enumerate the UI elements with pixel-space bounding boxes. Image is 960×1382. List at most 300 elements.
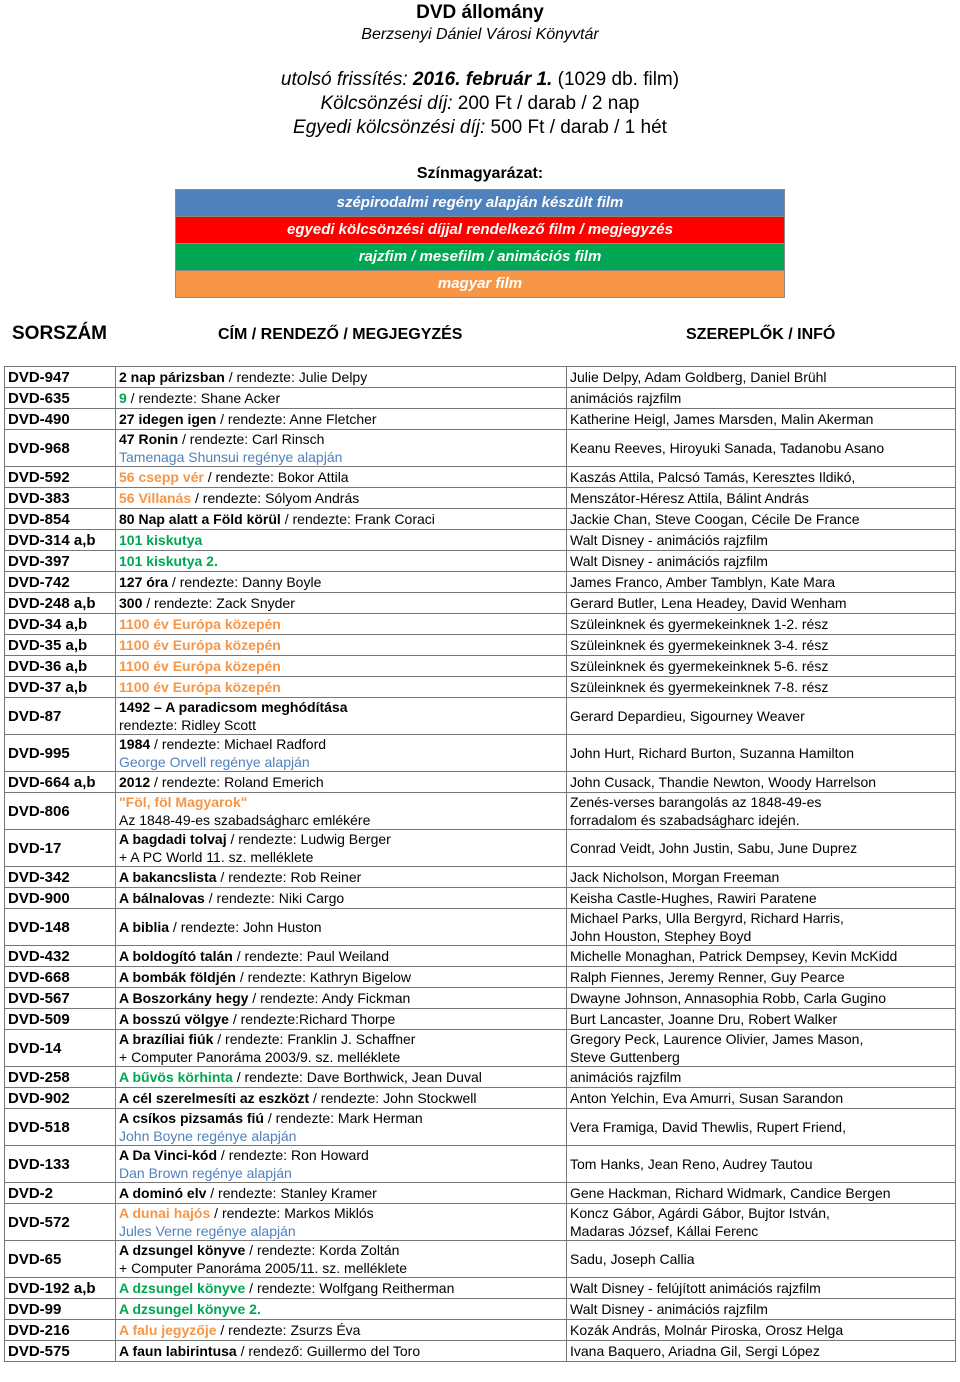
info-cell [567,572,956,593]
dvd-id: DVD-432 [5,946,116,967]
title-cell [116,430,567,467]
film-title: A dzsungel könyve 2. [119,1301,261,1317]
rental-fee-value: 200 Ft / darab / 2 nap [457,93,640,114]
title-cell [116,367,567,388]
film-title: 9 [119,390,127,406]
dvd-id: DVD-65 [5,1241,116,1278]
table-row [5,572,956,593]
film-title: A Da Vinci-kód [119,1147,218,1163]
dvd-id: DVD-635 [5,388,116,409]
title-cell [116,1299,567,1320]
title-line [119,531,563,549]
title-note: Az 1848-49-es szabadságharc emlékére [119,812,371,828]
table-row [5,614,956,635]
table-row [5,367,956,388]
title-line [119,1184,563,1202]
dvd-id: DVD-742 [5,572,116,593]
film-title: 80 Nap alatt a Föld körül [119,511,281,527]
title-line [119,678,563,696]
cast-info: Szüleinknek és gyermekeinknek 5-6. rész [570,658,829,674]
table-row [5,830,956,867]
title-line [119,830,563,848]
table-row [5,698,956,735]
table-row [5,909,956,946]
title-line [119,1204,563,1222]
info-cell [567,1341,956,1362]
info-cell [567,614,956,635]
info-cell [567,1088,956,1109]
film-title: A dunai hajós [119,1205,211,1221]
cast-info: Burt Lancaster, Joanne Dru, Robert Walker [570,1011,838,1027]
table-row [5,1241,956,1278]
film-title: A brazíliai fiúk [119,1031,214,1047]
film-title: A falu jegyzője [119,1322,217,1338]
cast-info-2: forradalom és szabadságharc idején. [570,812,800,828]
dvd-id: DVD-36 a,b [5,656,116,677]
info-cell [567,793,956,830]
info-cell [567,888,956,909]
title-line [119,1030,563,1048]
title-note: Jules Verne regénye alapján [119,1223,296,1239]
title-cell [116,888,567,909]
dvd-id: DVD-314 a,b [5,530,116,551]
table-row [5,1320,956,1341]
title-cell [116,551,567,572]
table-row [5,1146,956,1183]
title-line [119,594,563,612]
title-line [119,773,563,791]
info-cell [567,1109,956,1146]
dvd-id: DVD-383 [5,488,116,509]
title-line [119,636,563,654]
dvd-id: DVD-397 [5,551,116,572]
director: / rendezte: Anne Fletcher [216,411,377,427]
dvd-id: DVD-133 [5,1146,116,1183]
page-title: DVD állomány [416,2,544,23]
table-row [5,1278,956,1299]
title-cell [116,793,567,830]
title-line [119,698,563,716]
title-line [119,1241,563,1259]
table-row [5,772,956,793]
dvd-id: DVD-995 [5,735,116,772]
special-fee-value: 500 Ft / darab / 1 hét [490,117,667,138]
dvd-id: DVD-968 [5,430,116,467]
last-update-line [0,68,960,92]
title-line [119,968,563,986]
title-cell [116,614,567,635]
table-row [5,967,956,988]
film-count: (1029 db. film) [557,69,680,90]
director: / rendezte: Zack Snyder [142,595,295,611]
cast-info: Zenés-verses barangolás az 1848-49-es [570,794,822,810]
title-cell [116,1109,567,1146]
dvd-id: DVD-17 [5,830,116,867]
cast-info: Michelle Monaghan, Patrick Dempsey, Kevin McKidd [570,948,898,964]
title-line [119,1010,563,1028]
film-title: A bagdadi tolvaj [119,831,227,847]
title-cell [116,656,567,677]
info-cell [567,1146,956,1183]
title-cell [116,909,567,946]
dvd-id: DVD-37 a,b [5,677,116,698]
info-cell [567,409,956,430]
title-line [119,552,563,570]
dvd-id: DVD-902 [5,1088,116,1109]
director: / rendezte: Dave Borthwick, Jean Duval [232,1069,482,1085]
cast-info: Conrad Veidt, John Justin, Sabu, June Duprez [570,840,858,856]
film-title: A dominó elv [119,1185,207,1201]
title-note: + A PC World 11. sz. melléklete [119,849,314,865]
cast-info: Szüleinknek és gyermekeinknek 1-2. rész [570,616,829,632]
film-title: A biblia [119,919,170,935]
info-cell [567,430,956,467]
info-cell [567,946,956,967]
film-title: 47 Ronin [119,431,179,447]
director: / rendezte: Kathryn Bigelow [235,969,412,985]
dvd-id: DVD-900 [5,888,116,909]
legend-item: szépirodalmi regény alapján készült film [176,190,784,217]
last-update-label: utolsó frissítés: [280,69,408,90]
title-cell [116,867,567,888]
cast-info: Walt Disney - animációs rajzfilm [570,553,768,569]
table-row [5,1204,956,1241]
legend-item: magyar film [176,271,784,298]
title-cell [116,1241,567,1278]
director: / rendezte: Korda Zoltán [245,1242,400,1258]
info-cell [567,1241,956,1278]
title-cell [116,988,567,1009]
cast-info: John Cusack, Thandie Newton, Woody Harrelson [570,774,877,790]
director: / rendezte: Ron Howard [217,1147,369,1163]
cast-info: Kozák András, Molnár Piroska, Orosz Helga [570,1322,844,1338]
info-cell [567,1183,956,1204]
title-line [119,868,563,886]
director: / rendezte: Zsurzs Éva [216,1322,361,1338]
table-row [5,793,956,830]
title-cell [116,698,567,735]
dvd-id: DVD-509 [5,1009,116,1030]
film-title: 1492 – A paradicsom meghódítása [119,699,348,715]
dvd-id: DVD-2 [5,1183,116,1204]
cast-info-2: Madaras József, Kállai Ferenc [570,1223,759,1239]
director: / rendezte: Rob Reiner [216,869,362,885]
legend-item: egyedi kölcsönzési díjjal rendelkező film / megjegyzés [176,217,784,244]
film-title: A csíkos pizsamás fiú [119,1110,264,1126]
film-title: 1100 év Európa közepén [119,679,281,695]
title-cell [116,593,567,614]
film-title: 300 [119,595,143,611]
title-cell [116,1030,567,1067]
info-cell [567,830,956,867]
title-cell [116,677,567,698]
film-title: 1100 év Európa közepén [119,616,281,632]
dvd-table [4,366,956,1362]
title-line [119,889,563,907]
title-cell [116,1067,567,1088]
info-cell [567,698,956,735]
film-title: 1100 év Európa közepén [119,637,281,653]
table-row [5,1109,956,1146]
table-row [5,867,956,888]
table-row [5,430,956,467]
title-cell [116,635,567,656]
table-row [5,946,956,967]
dvd-id: DVD-148 [5,909,116,946]
cast-info: Michael Parks, Ulla Bergyrd, Richard Harris, [570,910,844,926]
cast-info: animációs rajzfilm [570,390,682,406]
film-title: A bombák földjén [119,969,236,985]
film-title: 56 Villanás [119,490,192,506]
film-title: A dzsungel könyve [119,1242,246,1258]
table-row [5,530,956,551]
info-cell [567,909,956,946]
title-line [119,918,563,936]
title-cell [116,1320,567,1341]
info-cell [567,988,956,1009]
info-cell [567,488,956,509]
dvd-id: DVD-87 [5,698,116,735]
title-line [119,989,563,1007]
director: / rendezte: Danny Boyle [168,574,322,590]
title-line [119,510,563,528]
cast-info: Anton Yelchin, Eva Amurri, Susan Sarandon [570,1090,844,1106]
dvd-id: DVD-592 [5,467,116,488]
cast-info: Jackie Chan, Steve Coogan, Cécile De France [570,511,860,527]
dvd-id: DVD-342 [5,867,116,888]
column-header-id: SORSZÁM [12,323,107,344]
title-line [119,410,563,428]
dvd-id: DVD-806 [5,793,116,830]
title-line [119,1342,563,1360]
table-row [5,593,956,614]
dvd-id: DVD-947 [5,367,116,388]
title-line [119,1109,563,1127]
table-row [5,1088,956,1109]
cast-info: Keanu Reeves, Hiroyuki Sanada, Tadanobu Asano [570,440,885,456]
cast-info: Menszátor-Héresz Attila, Bálint András [570,490,809,506]
dvd-id: DVD-668 [5,967,116,988]
table-row [5,1009,956,1030]
film-title: 2 nap párizsban [119,369,225,385]
cast-info: Keisha Castle-Hughes, Rawiri Paratene [570,890,817,906]
cast-info: James Franco, Amber Tamblyn, Kate Mara [570,574,836,590]
cast-info: Julie Delpy, Adam Goldberg, Daniel Brühl [570,369,827,385]
info-cell [567,677,956,698]
cast-info-2: John Houston, Stephey Boyd [570,928,752,944]
film-title: A bűvös körhinta [119,1069,233,1085]
director: / rendezte: Michael Radford [150,736,327,752]
director: / rendezte: Paul Weiland [232,948,389,964]
dvd-id: DVD-34 a,b [5,614,116,635]
dvd-id: DVD-99 [5,1299,116,1320]
title-line [119,1279,563,1297]
info-cell [567,656,956,677]
director: / rendezte: Andy Fickman [248,990,411,1006]
title-cell [116,1088,567,1109]
title-line [119,430,563,448]
title-note: rendezte: Ridley Scott [119,717,256,733]
dvd-id: DVD-854 [5,509,116,530]
table-row [5,488,956,509]
info-cell [567,551,956,572]
cast-info: animációs rajzfilm [570,1069,682,1085]
dvd-id: DVD-490 [5,409,116,430]
film-title: A Boszorkány hegy [119,990,249,1006]
dvd-id: DVD-35 a,b [5,635,116,656]
title-line [119,657,563,675]
title-cell [116,1146,567,1183]
dvd-id: DVD-14 [5,1030,116,1067]
title-line [119,368,563,386]
title-cell [116,967,567,988]
info-cell [567,388,956,409]
info-cell [567,635,956,656]
info-cell [567,1030,956,1067]
info-cell [567,509,956,530]
column-header-title: CÍM / RENDEZŐ / MEGJEGYZÉS [218,326,463,343]
info-cell [567,1009,956,1030]
title-cell [116,572,567,593]
dvd-id: DVD-518 [5,1109,116,1146]
title-cell [116,1183,567,1204]
film-title: A bálnalovas [119,890,205,906]
director: / rendezte: Shane Acker [126,390,281,406]
table-row [5,1341,956,1362]
cast-info: Kaszás Attila, Palcsó Tamás, Keresztes Ildikó, [570,469,856,485]
special-fee-label: Egyedi kölcsönzési díj: [293,117,486,138]
film-title: 101 kiskutya [119,532,203,548]
title-cell [116,1009,567,1030]
director: / rendezte: John Stockwell [309,1090,477,1106]
info-cell [567,1067,956,1088]
title-line [119,1300,563,1318]
info-cell [567,367,956,388]
info-cell [567,967,956,988]
info-cell [567,593,956,614]
title-cell [116,467,567,488]
title-note: + Computer Panoráma 2003/9. sz. melléklete [119,1049,401,1065]
title-line [119,1146,563,1164]
director: / rendezte: Niki Cargo [204,890,345,906]
info-cell [567,1299,956,1320]
title-line [119,793,563,811]
info-cell [567,467,956,488]
legend-item: rajzfim / mesefilm / animációs film [176,244,784,271]
info-cell [567,530,956,551]
color-legend [175,189,785,298]
film-title: A boldogító talán [119,948,233,964]
film-title: 56 csepp vér [119,469,204,485]
director: / rendezte: Julie Delpy [224,369,368,385]
director: / rendezte: Mark Herman [263,1110,423,1126]
director: / rendezte: Roland Emerich [150,774,324,790]
table-row [5,551,956,572]
film-title: 1100 év Európa közepén [119,658,281,674]
title-note: Tamenaga Shunsui regénye alapján [119,449,343,465]
title-cell [116,1204,567,1241]
dvd-id: DVD-567 [5,988,116,1009]
title-cell [116,1278,567,1299]
dvd-id: DVD-258 [5,1067,116,1088]
column-header-info: SZEREPLŐK / INFÓ [686,326,836,343]
title-cell [116,488,567,509]
table-row [5,635,956,656]
cast-info: Ivana Baquero, Ariadna Gil, Sergi López [570,1343,820,1359]
cast-info: Szüleinknek és gyermekeinknek 7-8. rész [570,679,829,695]
title-note: George Orvell regénye alapján [119,754,310,770]
table-row [5,1067,956,1088]
title-line [119,468,563,486]
cast-info: Tom Hanks, Jean Reno, Audrey Tautou [570,1156,813,1172]
title-line [119,735,563,753]
legend-title: Színmagyarázat: [416,165,544,182]
title-line [119,1321,563,1339]
dvd-id: DVD-192 a,b [5,1278,116,1299]
document-header [0,2,960,298]
cast-info-2: Steve Guttenberg [570,1049,680,1065]
info-cell [567,772,956,793]
film-title: A faun labirintusa [119,1343,237,1359]
table-row [5,1030,956,1067]
title-cell [116,509,567,530]
title-note: John Boyne regénye alapján [119,1128,297,1144]
dvd-id: DVD-575 [5,1341,116,1362]
info-cell [567,735,956,772]
director: / rendezte: Sólyom András [191,490,360,506]
table-row [5,467,956,488]
film-title: A cél szerelmesíti az eszközt [119,1090,310,1106]
director: / rendezte: Wolfgang Reitherman [245,1280,455,1296]
table-row [5,988,956,1009]
film-title: 27 idegen igen [119,411,217,427]
cast-info: Katherine Heigl, James Marsden, Malin Akerman [570,411,874,427]
title-note: Dan Brown regénye alapján [119,1165,292,1181]
cast-info: Gerard Depardieu, Sigourney Weaver [570,708,805,724]
cast-info: Szüleinknek és gyermekeinknek 3-4. rész [570,637,829,653]
table-row [5,735,956,772]
cast-info: Walt Disney - animációs rajzfilm [570,532,768,548]
cast-info: Jack Nicholson, Morgan Freeman [570,869,780,885]
cast-info: Sadu, Joseph Callia [570,1251,695,1267]
table-row [5,409,956,430]
special-fee-line [0,116,960,140]
director: / rendezte: Markos Miklós [210,1205,374,1221]
dvd-id: DVD-216 [5,1320,116,1341]
director: / rendezte: Frank Coraci [280,511,435,527]
info-cell [567,1278,956,1299]
table-row [5,888,956,909]
dvd-id: DVD-572 [5,1204,116,1241]
film-title: A bosszú völgye [119,1011,229,1027]
info-cell [567,1204,956,1241]
table-row [5,677,956,698]
title-line [119,1089,563,1107]
director: / rendezte: John Huston [169,919,322,935]
cast-info: Koncz Gábor, Agárdi Gábor, Bujtor István, [570,1205,830,1221]
director: / rendező: Guillermo del Toro [236,1343,421,1359]
director: / rendezte: Franklin J. Schaffner [213,1031,416,1047]
dvd-id: DVD-248 a,b [5,593,116,614]
cast-info: Dwayne Johnson, Annasophia Robb, Carla Gugino [570,990,886,1006]
film-title: A bakancslista [119,869,217,885]
title-cell [116,409,567,430]
film-title: 2012 [119,774,151,790]
cast-info: Vera Framiga, David Thewlis, Rupert Friend, [570,1119,846,1135]
title-cell [116,530,567,551]
info-cell [567,1320,956,1341]
title-line [119,1068,563,1086]
